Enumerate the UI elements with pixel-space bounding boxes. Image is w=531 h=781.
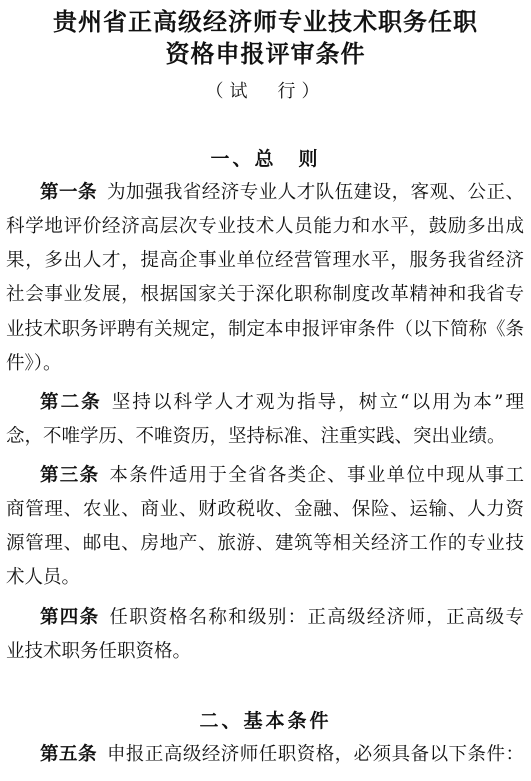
article-1-line-1 bbox=[40, 181, 524, 205]
article-2-line-1 bbox=[40, 391, 524, 415]
article-2-line-2: 念，不唯学历、不唯资历，坚持标准、注重实践、突出业绩。 bbox=[6, 426, 506, 447]
article-3-text-1: 本条件适用于全省各类企、事业单位中现从事工 bbox=[109, 465, 524, 486]
document-title-line-2: 资格申报评审条件 bbox=[165, 40, 366, 68]
article-1-line-6: 件》）。 bbox=[6, 353, 62, 374]
article-1-label: 第一条 bbox=[40, 182, 97, 203]
article-4-line-2: 业技术职务任职资格。 bbox=[6, 641, 192, 662]
article-3-line-1 bbox=[40, 464, 524, 488]
article-1-line-4: 社会事业发展，根据国家关于深化职称制度改革精神和我省专 bbox=[6, 284, 524, 305]
article-1-line-3: 果，多出人才，提高企事业单位经营管理水平，服务我省经济 bbox=[6, 250, 524, 271]
article-3-line-2: 商管理、农业、商业、财政税收、金融、保险、运输、人力资 bbox=[6, 499, 524, 520]
article-1-text-1: 为加强我省经济专业人才队伍建设，客观、公正、 bbox=[106, 182, 524, 203]
article-3-line-4: 术人员。 bbox=[6, 567, 81, 588]
article-5-text-1: 申报正高级经济师任职资格，必须具备以下条件： bbox=[106, 744, 524, 765]
article-5-line-1 bbox=[40, 743, 524, 767]
article-3-line-3: 源管理、邮电、房地产、旅游、建筑等相关经济工作的专业技 bbox=[6, 533, 524, 554]
document-title-line-1: 贵州省正高级经济师专业技术职务任职 bbox=[53, 8, 478, 36]
article-4-line-1 bbox=[40, 606, 524, 630]
document-subtitle: （试 行） bbox=[205, 81, 326, 102]
section-heading-basic-conditions: 二、基本条件 bbox=[199, 710, 332, 732]
article-3-label: 第三条 bbox=[40, 465, 100, 486]
article-4-label: 第四条 bbox=[40, 607, 100, 628]
article-5-label: 第五条 bbox=[40, 744, 97, 765]
section-heading-general: 一、总 则 bbox=[210, 148, 321, 170]
article-2-text-1: 坚持以科学人才观为指导，树立“以用为本”理 bbox=[111, 392, 524, 413]
article-1-line-2: 科学地评价经济高层次专业技术人员能力和水平，鼓励多出成 bbox=[6, 216, 524, 237]
article-4-text-1: 任职资格名称和级别：正高级经济师，正高级专 bbox=[109, 607, 524, 628]
article-2-label: 第二条 bbox=[40, 392, 102, 413]
article-1-line-5: 业技术职务评聘有关规定，制定本申报评审条件（以下简称《条 bbox=[6, 319, 524, 340]
